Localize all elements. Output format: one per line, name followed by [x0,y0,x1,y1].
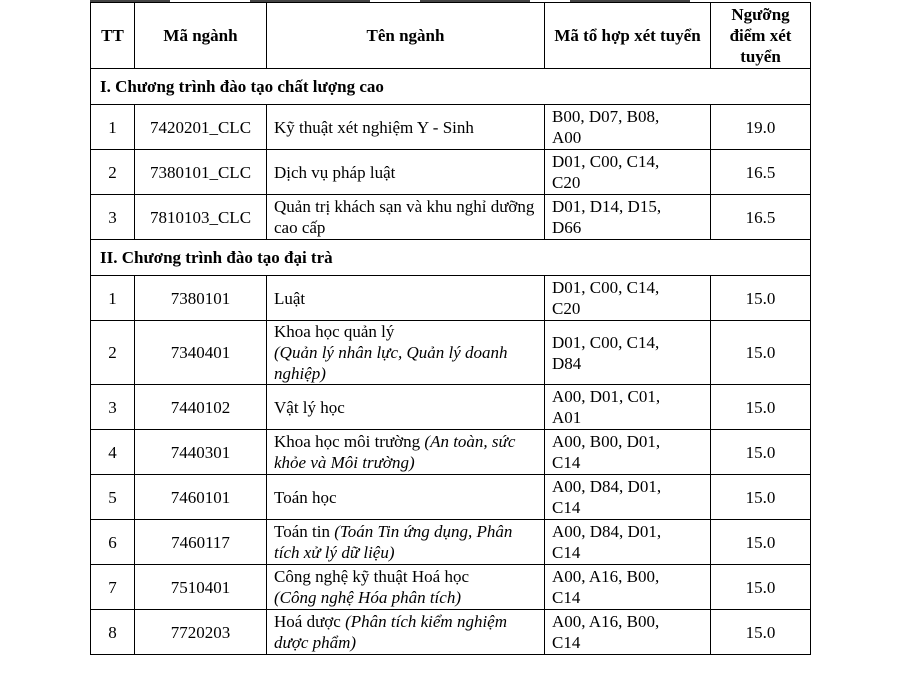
major-name-cell [267,105,545,150]
header-major-code: Mã ngành [135,3,267,69]
threshold-score: 15.0 [711,385,811,430]
row-index: 3 [91,385,135,430]
subject-combination [545,430,711,475]
combination-line-1: A00, A16, B00, [552,567,660,586]
section-row [91,69,811,105]
row-index: 6 [91,520,135,565]
row-index: 4 [91,430,135,475]
combination-line-2: C20 [552,299,581,318]
major-name-cell [267,475,545,520]
combination-line-1: A00, D84, D01, [552,522,662,541]
major-name: Hoá dược [274,612,346,631]
header-major-name: Tên ngành [267,3,545,69]
table-row [91,276,811,321]
combination-line-1: A00, A16, B00, [552,612,660,631]
combination-line-1: A00, D84, D01, [552,477,662,496]
header-threshold-score: Ngưỡng điểm xét tuyển [711,3,811,69]
major-name: Dịch vụ pháp luật [274,162,396,182]
major-name-cell [267,430,545,475]
subject-combination [545,565,711,610]
header-tt: TT [91,3,135,69]
section-title: I. Chương trình đào tạo chất lượng cao [91,69,811,105]
threshold-score: 15.0 [711,276,811,321]
major-name-cell [267,150,545,195]
combination-line-1: D01, C00, C14, [552,152,660,171]
combination-line-2: C14 [552,588,581,607]
table-row [91,565,811,610]
threshold-score: 15.0 [711,475,811,520]
major-code: 7440102 [135,385,267,430]
major-code: 7380101 [135,276,267,321]
subject-combination [545,385,711,430]
major-specialization-note: (An toàn, sức khỏe và Môi trường) [274,432,516,472]
threshold-score: 15.0 [711,520,811,565]
major-code: 7460101 [135,475,267,520]
row-index: 1 [91,276,135,321]
subject-combination [545,321,711,385]
combination-line-2: D84 [552,353,582,373]
threshold-score: 19.0 [711,105,811,150]
subject-combination [545,276,711,321]
major-code: 7340401 [135,321,267,385]
section-title: II. Chương trình đào tạo đại trà [91,240,811,276]
subject-combination [545,105,711,150]
table-row [91,430,811,475]
threshold-score: 15.0 [711,565,811,610]
combination-line-2: A01 [552,408,582,427]
table-row [91,385,811,430]
combination-line-2: C14 [552,498,581,517]
row-index: 5 [91,475,135,520]
major-name-cell [267,195,545,240]
table-row [91,610,811,655]
subject-combination [545,520,711,565]
table-row [91,321,811,385]
combination-line-1: D01, C00, C14, [552,278,660,297]
admission-score-table [90,2,811,655]
major-code: 7380101_CLC [135,150,267,195]
major-code: 7440301 [135,430,267,475]
major-name: Công nghệ kỹ thuật Hoá học [274,567,469,586]
header-subject-combination: Mã tổ hợp xét tuyển [545,3,711,69]
threshold-score: 15.0 [711,430,811,475]
table-row [91,195,811,240]
subject-combination [545,610,711,655]
major-name: Toán học [274,487,337,507]
major-name-cell [267,610,545,655]
table-header-row [91,3,811,69]
row-index: 2 [91,150,135,195]
combination-line-2: D66 [552,218,582,237]
major-name: Luật [274,288,306,308]
major-name: Khoa học môi trường [274,432,425,451]
major-specialization-note: (Công nghệ Hóa phân tích) [274,588,461,607]
major-code: 7720203 [135,610,267,655]
table-row [91,475,811,520]
major-name-cell [267,565,545,610]
major-name: Kỹ thuật xét nghiệm Y - Sinh [274,117,474,137]
threshold-score: 16.5 [711,150,811,195]
combination-line-1: A00, D01, C01, [552,387,661,406]
row-index: 2 [91,321,135,385]
subject-combination [545,195,711,240]
major-specialization-note: (Toán Tin ứng dụng, Phân tích xử lý dữ liệu) [274,522,513,562]
combination-line-2: C14 [552,543,581,562]
row-index: 8 [91,610,135,655]
major-code: 7510401 [135,565,267,610]
combination-line-2: C14 [552,633,581,652]
combination-line-2: C14 [552,453,581,472]
major-name-cell [267,520,545,565]
major-name-cell [267,276,545,321]
threshold-score: 15.0 [711,610,811,655]
subject-combination [545,150,711,195]
major-specialization-note: (Phân tích kiểm nghiệm dược phẩm) [274,612,508,652]
table-row [91,520,811,565]
combination-line-1: A00, B00, D01, [552,432,661,451]
major-code: 7810103_CLC [135,195,267,240]
combination-line-2: C20 [552,173,581,192]
threshold-score: 15.0 [711,321,811,385]
major-name: Toán tin [274,522,335,541]
subject-combination [545,475,711,520]
combination-line-1: D01, C00, C14, [552,332,660,352]
major-name: Vật lý học [274,397,345,417]
major-name: Khoa học quản lý [274,322,395,341]
table-row [91,150,811,195]
row-index: 7 [91,565,135,610]
combination-line-1: D01, D14, D15, [552,197,662,216]
major-specialization-note: (Quản lý nhân lực, Quản lý doanh nghiệp) [274,343,508,383]
major-code: 7460117 [135,520,267,565]
table-row [91,105,811,150]
major-name-cell [267,385,545,430]
threshold-score: 16.5 [711,195,811,240]
row-index: 1 [91,105,135,150]
major-name-cell [267,321,545,385]
combination-line-2: A00 [552,128,582,147]
row-index: 3 [91,195,135,240]
major-name: Quản trị khách sạn và khu nghỉ dưỡng cao cấp [274,197,535,237]
major-code: 7420201_CLC [135,105,267,150]
combination-line-1: B00, D07, B08, [552,107,660,126]
section-row [91,240,811,276]
